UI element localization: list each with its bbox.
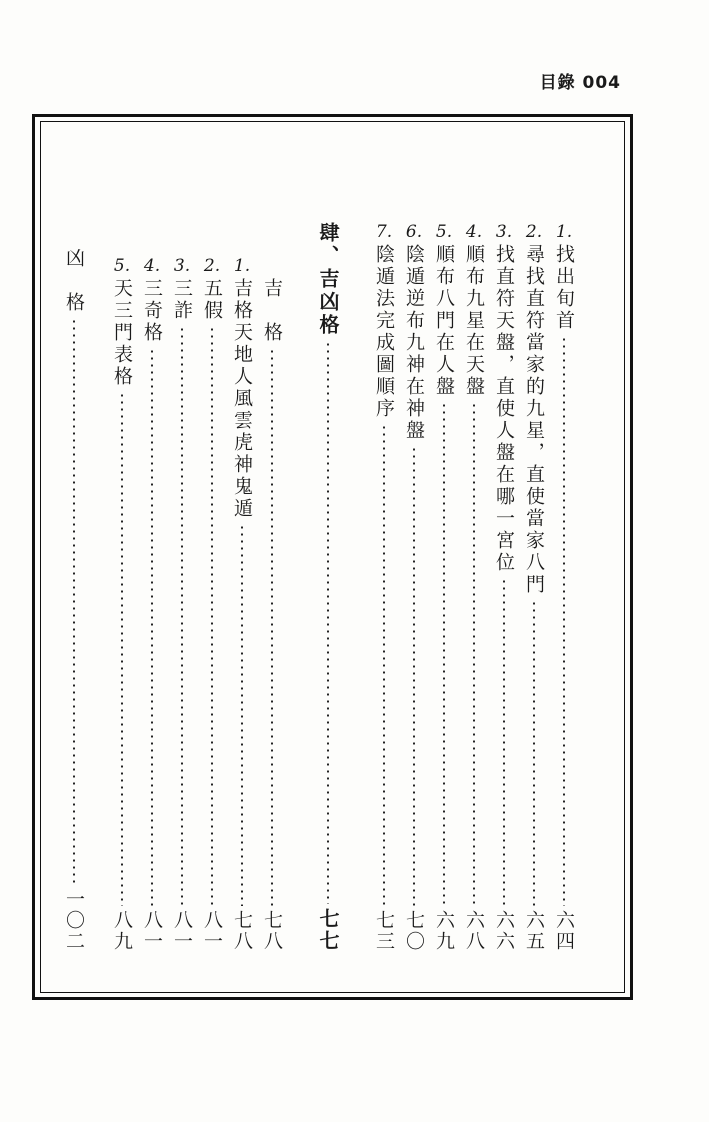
toc-entry-title: 吉格天地人風雲虎神鬼遁 [231, 278, 253, 520]
toc-entry [429, 222, 459, 952]
toc-entry-title: 尋找直符當家的九星，直使當家八門 [523, 244, 545, 596]
toc-entry-title: 陰遁法完成圖順序 [373, 244, 395, 420]
toc-entry-number: 7. [375, 222, 393, 242]
column-spacer [287, 222, 313, 952]
toc-entry-page: 六九 [433, 910, 455, 952]
toc-entry-page: 六八 [463, 910, 485, 952]
toc-entry-number: 3. [173, 256, 191, 276]
toc-subheading [59, 222, 89, 952]
toc-entry-page: 七三 [373, 910, 395, 952]
toc-entry-page: 八一 [201, 910, 223, 952]
toc-leader-dots [383, 424, 385, 906]
toc-entry-page: 一〇二 [63, 889, 85, 952]
toc-leader-dots [413, 446, 415, 906]
toc-entry-number: 1. [233, 256, 251, 276]
toc-entry-page: 六六 [493, 910, 515, 952]
toc-entry-page: 六四 [553, 910, 575, 952]
toc-entry-page: 七八 [261, 910, 283, 952]
toc-leader-dots [503, 578, 505, 906]
toc-entry [167, 222, 197, 952]
toc-entry [107, 222, 137, 952]
toc-leader-dots [271, 348, 273, 906]
toc-entry [489, 222, 519, 952]
toc-entry-title: 找直符天盤，直使人盤在哪一宮位 [493, 244, 515, 574]
toc-entry-page: 八一 [171, 910, 193, 952]
toc-entry [459, 222, 489, 952]
toc-leader-dots [241, 524, 243, 906]
toc-leader-dots [151, 348, 153, 906]
toc-entry-title: 三奇格 [141, 278, 163, 344]
toc-section-heading [313, 222, 343, 952]
toc-entry-page: 六五 [523, 910, 545, 952]
toc-subheading [257, 222, 287, 952]
running-header: 目錄 004 [539, 73, 621, 93]
toc-entry [399, 222, 429, 952]
toc-leader-dots [73, 318, 75, 885]
toc-entry [519, 222, 549, 952]
table-of-contents [59, 222, 579, 952]
toc-entry-title: 順布八門在人盤 [433, 244, 455, 398]
toc-entry-number: 5. [113, 256, 131, 276]
toc-entry-title: 順布九星在天盤 [463, 244, 485, 398]
subheading-title: 凶 格 [63, 248, 85, 314]
toc-entry [549, 222, 579, 952]
toc-entry-number: 2. [203, 256, 221, 276]
toc-entry-number: 6. [405, 222, 423, 242]
toc-entry-title: 天三門表格 [111, 278, 133, 388]
toc-entry-title: 五假 [201, 278, 223, 322]
toc-entry-page: 七七 [316, 908, 340, 952]
toc-entry [369, 222, 399, 952]
toc-leader-dots [443, 402, 445, 906]
toc-entry [197, 222, 227, 952]
toc-entry-number: 3. [495, 222, 513, 242]
toc-leader-dots [181, 326, 183, 906]
toc-leader-dots [533, 600, 535, 906]
subheading-title: 吉 格 [261, 278, 283, 344]
toc-entry [227, 222, 257, 952]
toc-entry-page: 七八 [231, 910, 253, 952]
column-spacer [89, 222, 107, 952]
toc-entry-number: 4. [143, 256, 161, 276]
toc-entry-number: 5. [435, 222, 453, 242]
toc-leader-dots [473, 402, 475, 906]
toc-entry-page: 八一 [141, 910, 163, 952]
toc-entry [137, 222, 167, 952]
toc-entry-title: 找出旬首 [553, 244, 575, 332]
toc-leader-dots [211, 326, 213, 906]
toc-leader-dots [327, 341, 329, 904]
toc-entry-title: 三詐 [171, 278, 193, 322]
toc-entry-page: 七〇 [403, 910, 425, 952]
toc-entry-title: 陰遁逆布九神在神盤 [403, 244, 425, 442]
toc-leader-dots [121, 392, 123, 906]
toc-leader-dots [563, 336, 565, 906]
toc-entry-number: 4. [465, 222, 483, 242]
toc-entry-number: 2. [525, 222, 543, 242]
section-title: 肆、吉凶格 [316, 222, 340, 337]
column-spacer [343, 222, 369, 952]
toc-entry-number: 1. [555, 222, 573, 242]
toc-entry-page: 八九 [111, 910, 133, 952]
